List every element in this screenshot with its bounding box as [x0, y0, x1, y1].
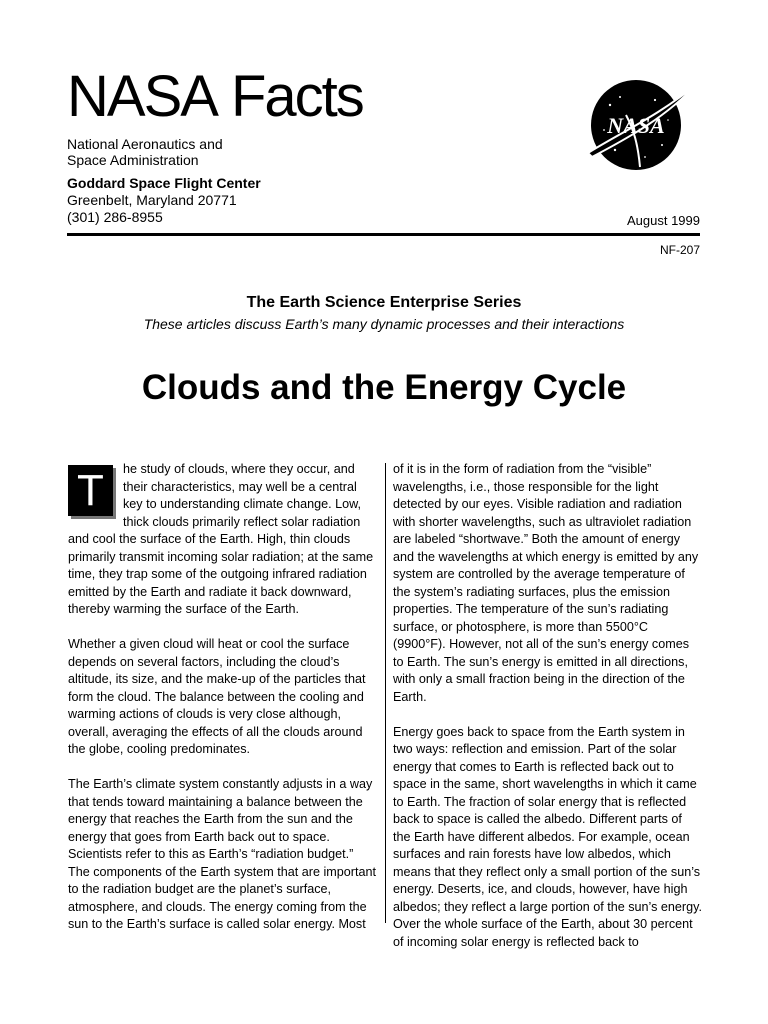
center-name: Goddard Space Flight Center: [67, 175, 261, 191]
column-divider: [385, 463, 386, 923]
center-address: Greenbelt, Maryland 20771: [67, 192, 237, 208]
document-number: NF-207: [659, 243, 700, 257]
header-rule: [67, 233, 700, 236]
drop-cap: T: [68, 465, 113, 516]
article-title: Clouds and the Energy Cycle: [141, 368, 627, 407]
publication-date: August 1999: [626, 213, 700, 228]
brand-title: [67, 64, 363, 129]
paragraph: Whether a given cloud will heat or cool the surface depends on several factors, including the cloud’s altitude, its size, and the make-up of the particles that form the cloud. The balance between the cooling and warming actions of clouds is very close although, overall, averaging the effects of all the clouds around the globe, cooling predominates.: [68, 637, 366, 756]
paragraph: [68, 461, 377, 619]
center-phone: (301) 286-8955: [67, 209, 163, 225]
center-address-block: [67, 175, 261, 226]
logo-text: NASA: [607, 113, 665, 138]
right-column: [393, 461, 702, 969]
paragraph: of it is in the form of radiation from the “visible” wavelengths, i.e., those responsible for the light detected by our eyes. Visible radiation and radiation with shorter wavelengths, such as ultraviolet radiation are labeled “shortwave.” Both the amount of energy and the wavelengths at which energy is emitted by any system are controlled by the average temperature of the system’s radiating surfaces, plus the emission properties. The temperature of the sun’s radiating surface, or photosphere, is more than 5500°C (9900°F). However, not all of the sun’s energy comes to Earth. The sun’s energy is emitted in all directions, with only a small fraction being in the direction of the Earth.: [393, 462, 699, 704]
agency-line-1: National Aeronautics and: [67, 136, 223, 152]
agency-line-2: Space Administration: [67, 152, 199, 168]
paragraph-text: he study of clouds, where they occur, and their characteristics, may well be a central key to understanding climate change. Low, thick clouds primarily reflect solar radiation and cool the surface of the Earth. High, thin clouds primarily transmit incoming solar radiation; at the same time, they trap some of the outgoing infrared radiation emitted by the Earth and radiate it back downward, thereby warming the surface of the Earth.: [68, 462, 374, 616]
paragraph: Energy goes back to space from the Earth system in two ways: reflection and emission. Part of the solar energy that comes to Earth is reflected back out to space in the same, short wavelengths in which it came to Earth. The fraction of solar energy that is reflected back to space is called the albedo. Different parts of the Earth have different albedos. For example, ocean surfaces and rain forests have low albedos, which means that they reflect only a small portion of the sun’s energy. Deserts, ice, and clouds, however, have high albedos; they reflect a large portion of the sun’s energy. Over the whole surface of the Earth, about 30 percent of incoming solar energy is reflected back to: [393, 724, 702, 949]
brand-facts: Facts: [230, 64, 363, 129]
agency-name: [67, 136, 223, 168]
paragraph: The Earth’s climate system constantly adjusts in a way that tends toward maintaining a balance between the energy that reaches the Earth from the sun and the energy that goes from Earth back out to space. Scientists refer to this as Earth’s “radiation budget.” The components of the Earth system that are important to the radiation budget are the planet’s surface, atmosphere, and clouds. The energy coming from the sun to the Earth’s surface is called solar energy. Most: [68, 777, 376, 931]
masthead: [67, 64, 363, 129]
series-subtitle: These articles discuss Earth’s many dynamic processes and their interactions: [143, 316, 625, 332]
series-title: The Earth Science Enterprise Series: [246, 294, 522, 311]
brand-nasa: NASA: [67, 64, 217, 129]
nasa-meatball-logo-icon: [580, 75, 700, 175]
left-column: [68, 461, 377, 951]
